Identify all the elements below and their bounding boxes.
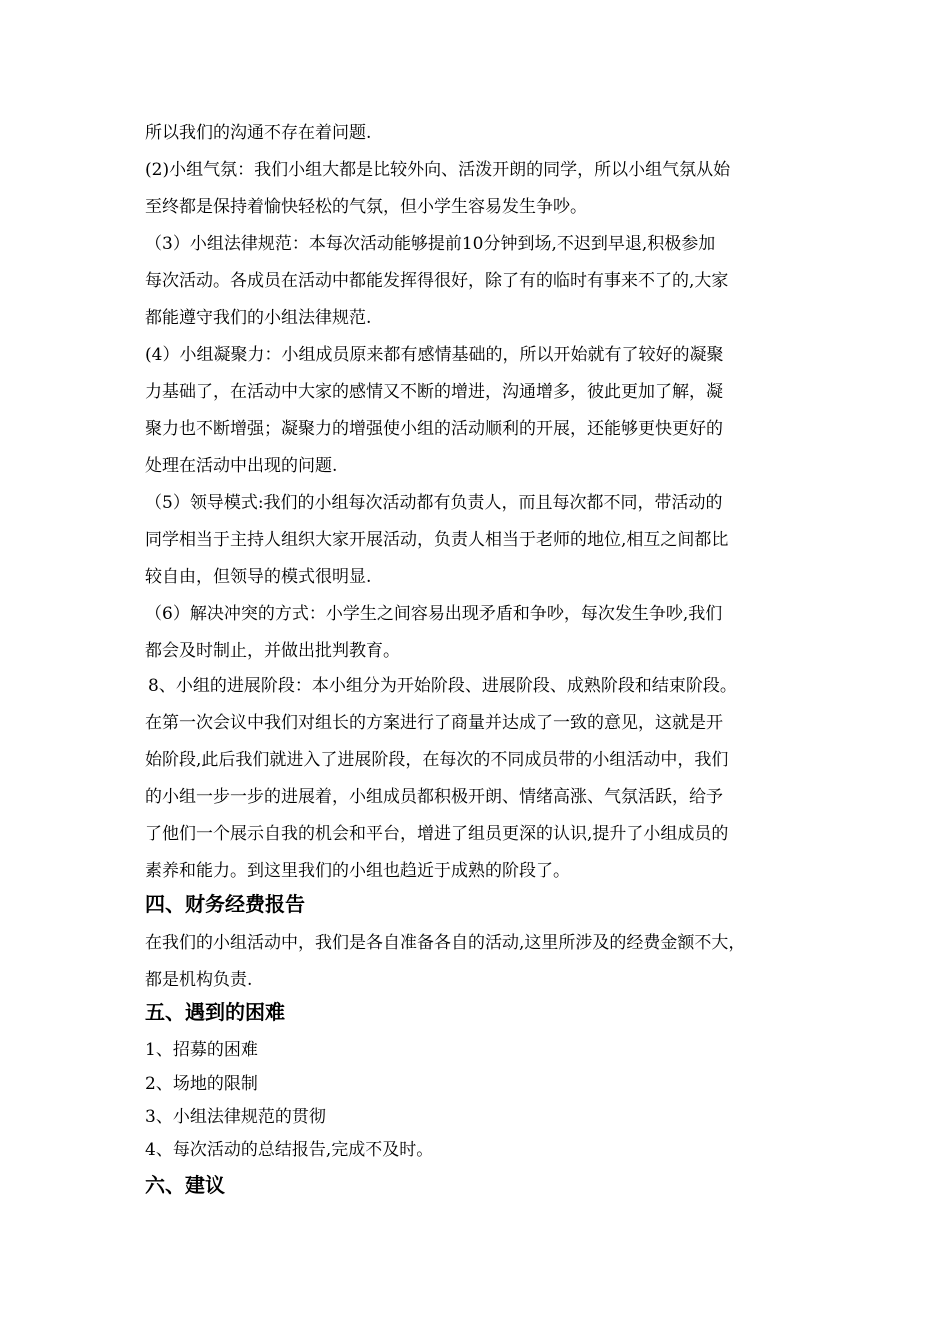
text-line: 每次活动。各成员在活动中都能发挥得很好，除了有的临时有事来不了的,大家 — [145, 271, 729, 291]
text-line: 至终都是保持着愉快轻松的气氛，但小学生容易发生争吵。 — [145, 197, 587, 217]
text-line: 素养和能力。到这里我们的小组也趋近于成熟的阶段了。 — [145, 861, 570, 881]
text-line: 聚力也不断增强；凝聚力的增强使小组的活动顺利的开展，还能够更快更好的 — [145, 419, 723, 439]
text-line: 同学相当于主持人组织大家开展活动，负责人相当于老师的地位,相互之间都比 — [145, 530, 729, 550]
list-item: 3、小组法律规范的贯彻 — [145, 1107, 326, 1127]
text-line: 始阶段,此后我们就进入了进展阶段，在每次的不同成员带的小组活动中，我们 — [145, 750, 729, 770]
text-line: (2)小组气氛：我们小组大都是比较外向、活泼开朗的同学，所以小组气氛从始 — [145, 160, 731, 180]
text-line: （3）小组法律规范：本每次活动能够提前10分钟到场,不迟到早退,积极参加 — [145, 234, 716, 254]
list-item: 2、场地的限制 — [145, 1074, 258, 1094]
text-line: 都会及时制止，并做出批判教育。 — [145, 641, 400, 661]
text-line: 的小组一步一步的进展着，小组成员都积极开朗、情绪高涨、气氛活跃，给予 — [145, 787, 723, 807]
text-line: 较自由，但领导的模式很明显. — [145, 567, 372, 587]
text-line: （6）解决冲突的方式：小学生之间容易出现矛盾和争吵，每次发生争吵,我们 — [145, 604, 723, 624]
text-line: 都能遵守我们的小组法律规范. — [145, 308, 372, 328]
text-line: 都是机构负责. — [145, 970, 253, 990]
text-line: 力基础了，在活动中大家的感情又不断的增进，沟通增多，彼此更加了解，凝 — [145, 382, 723, 402]
text-line: 了他们一个展示自我的机会和平台，增进了组员更深的认识,提升了小组成员的 — [145, 824, 729, 844]
text-line: 在我们的小组活动中，我们是各自准备各自的活动,这里所涉及的经费金额不大， — [145, 933, 746, 953]
text-line: 所以我们的沟通不存在着问题. — [145, 123, 372, 143]
section-heading-finance: 四、财务经费报告 — [145, 892, 305, 916]
text-line: (4）小组凝聚力：小组成员原来都有感情基础的，所以开始就有了较好的凝聚 — [145, 345, 724, 365]
section-heading-difficulties: 五、遇到的困难 — [145, 1000, 285, 1024]
text-line: 处理在活动中出现的问题. — [145, 456, 338, 476]
text-line: 8、小组的进展阶段：本小组分为开始阶段、进展阶段、成熟阶段和结束阶段。 — [148, 676, 737, 696]
section-heading-suggestions: 六、建议 — [145, 1173, 225, 1197]
text-line: （5）领导模式:我们的小组每次活动都有负责人，而且每次都不同，带活动的 — [145, 493, 723, 513]
list-item: 1、招募的困难 — [145, 1040, 258, 1060]
list-item: 4、每次活动的总结报告,完成不及时。 — [145, 1140, 434, 1160]
text-line: 在第一次会议中我们对组长的方案进行了商量并达成了一致的意见，这就是开 — [145, 713, 723, 733]
